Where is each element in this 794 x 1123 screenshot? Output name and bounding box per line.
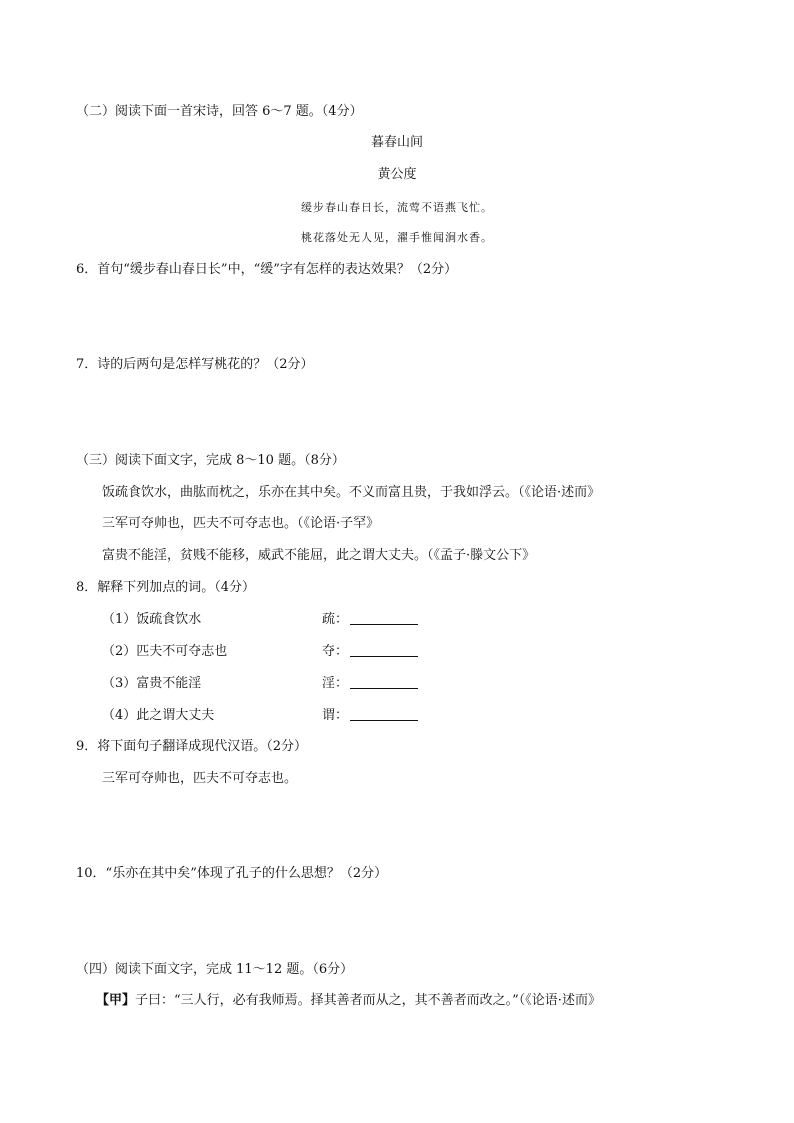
jia-text: 子曰：“三人行，必有我师焉。择其善者而从之，其不善者而改之。”（《论语·述而》 [135,993,601,1008]
q8-answer-label: 谓： [322,708,349,723]
q8-answer-label: 淫： [322,676,349,691]
question-9: 9．将下面句子翻译成现代汉语。（2分） [76,739,308,754]
answer-blank[interactable] [350,643,418,657]
section-2-heading: （二）阅读下面一首宋诗，回答 6～7 题。（4分） [76,104,363,119]
q8-answer-3[interactable] [322,675,418,693]
q8-answer-label: 疏： [322,612,349,627]
q8-item-1: （1）饭疏食饮水 [102,612,202,627]
q8-answer-label: 夺： [322,644,349,659]
question-7: 7．诗的后两句是怎样写桃花的？（2分） [76,357,314,372]
poem-line-1: 缓步春山春日长，流莺不语燕飞忙。 [301,201,493,214]
question-6: 6．首句“缓步春山春日长”中，“缓”字有怎样的表达效果？（2分） [76,262,458,277]
poem-author: 黄公度 [377,167,417,182]
passage-line-2: 三军可夺帅也，匹夫不可夺志也。（《论语·子罕》 [102,516,380,531]
answer-blank[interactable] [350,611,418,625]
section-3-heading: （三）阅读下面文字，完成 8～10 题。（8分） [76,453,345,468]
q8-item-2: （2）匹夫不可夺志也 [102,644,228,659]
poem-line-2: 桃花落处无人见，濯手惟闻涧水香。 [301,231,493,244]
answer-blank[interactable] [350,707,418,721]
jia-label: 【甲】 [96,993,136,1008]
answer-blank[interactable] [350,675,418,689]
passage-line-1: 饭疏食饮水，曲肱而枕之，乐亦在其中矣。不义而富且贵，于我如浮云。（《论语·述而》 [102,485,601,500]
q8-answer-2[interactable] [322,643,418,661]
question-10: 10．“乐亦在其中矣”体现了孔子的什么思想？（2分） [76,866,388,881]
q8-answer-4[interactable] [322,707,418,725]
q8-item-3: （3）富贵不能淫 [102,676,202,691]
question-8: 8．解释下列加点的词。（4分） [76,580,256,595]
passage-jia [96,992,601,1010]
passage-line-3: 富贵不能淫，贫贱不能移，威武不能屈，此之谓大丈夫。（《孟子·滕文公下》 [102,548,536,563]
q8-answer-1[interactable] [322,611,418,629]
section-4-heading: （四）阅读下面文字，完成 11～12 题。（6分） [76,962,354,977]
q9-sentence: 三军可夺帅也，匹夫不可夺志也。 [102,771,298,786]
q8-item-4: （4）此之谓大丈夫 [102,708,215,723]
poem-title: 暮春山间 [370,135,423,150]
